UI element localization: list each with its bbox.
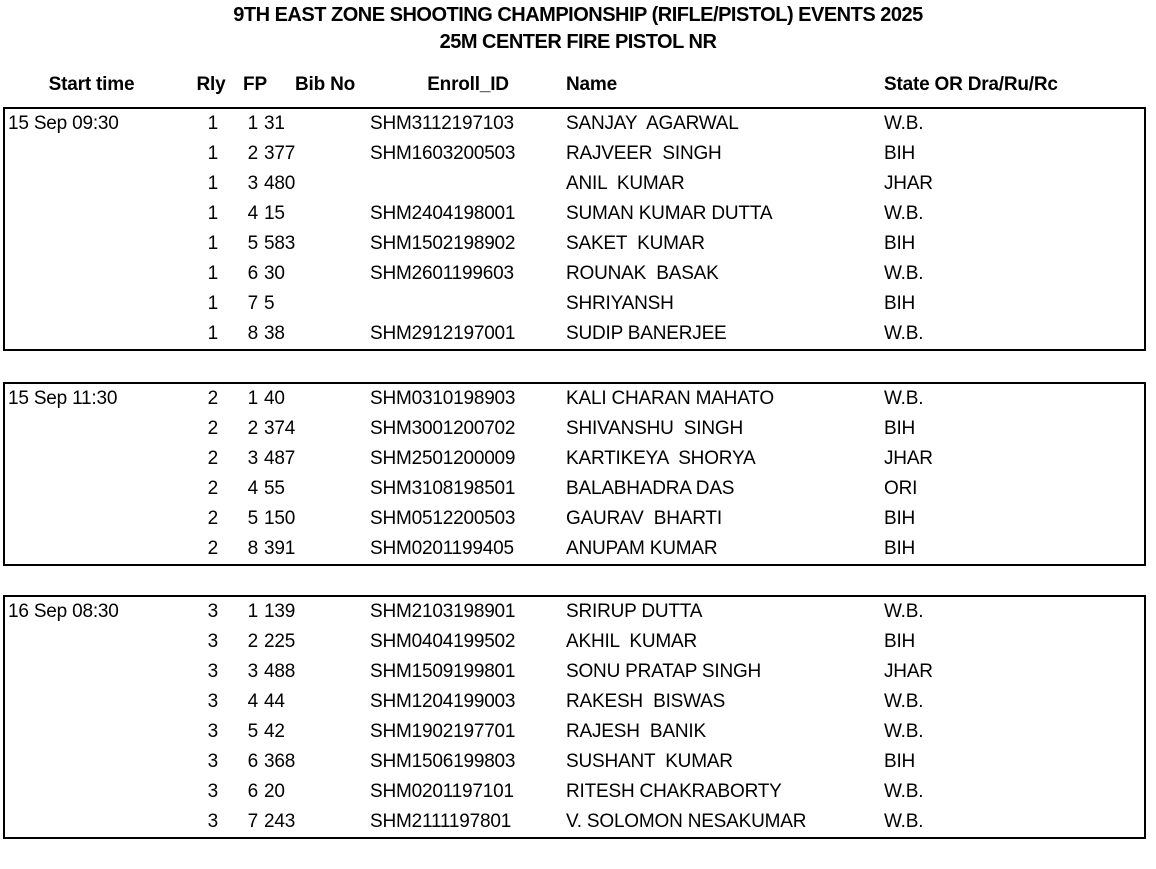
- state-cell: W.B.: [884, 388, 924, 409]
- enroll-id-cell: SHM1502198902: [370, 233, 516, 254]
- start-time-cell: 15 Sep 09:30: [8, 113, 119, 134]
- table-row: [5, 597, 1144, 627]
- enroll-id-cell: SHM3108198501: [370, 478, 516, 499]
- fp-cell: 6: [247, 751, 258, 772]
- bib-cell: 150: [264, 508, 296, 529]
- relay-cell: 1: [207, 203, 218, 224]
- enroll-id-cell: SHM0404199502: [370, 631, 516, 652]
- relay-cell: 1: [207, 263, 218, 284]
- name-cell: V. SOLOMON NESAKUMAR: [566, 811, 807, 832]
- state-cell: ORI: [884, 478, 918, 499]
- fp-cell: 1: [247, 601, 258, 622]
- name-cell: GAURAV BHARTI: [566, 508, 722, 529]
- bib-cell: 225: [264, 631, 296, 652]
- column-header-state: State OR Dra/Ru/Rc: [884, 74, 1058, 95]
- name-cell: SHRIYANSH: [566, 293, 674, 314]
- name-cell: SONU PRATAP SINGH: [566, 661, 762, 682]
- enroll-id-cell: SHM2601199603: [370, 263, 514, 284]
- relay-block-3: [3, 595, 1146, 839]
- fp-cell: 4: [247, 478, 258, 499]
- state-cell: JHAR: [884, 173, 933, 194]
- bib-cell: 480: [264, 173, 296, 194]
- enroll-id-cell: SHM2912197001: [370, 323, 516, 344]
- fp-cell: 4: [247, 203, 258, 224]
- state-cell: W.B.: [884, 811, 924, 832]
- relay-cell: 3: [207, 631, 218, 652]
- table-row: [5, 504, 1144, 534]
- table-row: [5, 229, 1144, 259]
- table-row: [5, 747, 1144, 777]
- enroll-id-cell: SHM0201197101: [370, 781, 514, 802]
- state-cell: W.B.: [884, 113, 924, 134]
- state-cell: BIH: [884, 631, 916, 652]
- bib-cell: 15: [264, 203, 285, 224]
- fp-cell: 6: [247, 781, 258, 802]
- enroll-id-cell: SHM0310198903: [370, 388, 516, 409]
- bib-cell: 38: [264, 323, 285, 344]
- state-cell: W.B.: [884, 691, 924, 712]
- bib-cell: 40: [264, 388, 285, 409]
- name-cell: SRIRUP DUTTA: [566, 601, 703, 622]
- fp-cell: 5: [247, 508, 258, 529]
- relay-cell: 3: [207, 811, 218, 832]
- name-cell: SANJAY AGARWAL: [566, 113, 739, 134]
- table-row: [5, 687, 1144, 717]
- state-cell: BIH: [884, 293, 916, 314]
- table-row: [5, 414, 1144, 444]
- document-title: 9TH EAST ZONE SHOOTING CHAMPIONSHIP (RIFLE/PISTOL) EVENTS 2025: [233, 4, 923, 26]
- enroll-id-cell: SHM1204199003: [370, 691, 516, 712]
- state-cell: W.B.: [884, 601, 924, 622]
- relay-cell: 3: [207, 721, 218, 742]
- fp-cell: 8: [247, 323, 258, 344]
- relay-cell: 3: [207, 601, 218, 622]
- start-time-cell: 15 Sep 11:30: [8, 388, 118, 409]
- column-header-bib-no: Bib No: [294, 74, 355, 95]
- relay-cell: 1: [207, 293, 218, 314]
- fp-cell: 8: [247, 538, 258, 559]
- table-row: [5, 319, 1144, 349]
- fp-cell: 7: [247, 811, 258, 832]
- relay-cell: 2: [207, 508, 218, 529]
- fp-cell: 5: [247, 721, 258, 742]
- name-cell: KARTIKEYA SHORYA: [566, 448, 756, 469]
- state-cell: W.B.: [884, 263, 924, 284]
- name-cell: ANIL KUMAR: [566, 173, 685, 194]
- relay-cell: 1: [207, 173, 218, 194]
- table-row: [5, 717, 1144, 747]
- state-cell: BIH: [884, 751, 916, 772]
- enroll-id-cell: SHM2111197801: [370, 811, 512, 832]
- bib-cell: 20: [264, 781, 285, 802]
- state-cell: W.B.: [884, 781, 924, 802]
- enroll-id-cell: SHM3001200702: [370, 418, 516, 439]
- fp-cell: 2: [247, 143, 258, 164]
- fp-cell: 7: [247, 293, 258, 314]
- fp-cell: 5: [247, 233, 258, 254]
- table-row: [5, 169, 1144, 199]
- enroll-id-cell: SHM2103198901: [370, 601, 516, 622]
- bib-cell: 55: [264, 478, 285, 499]
- relay-cell: 3: [207, 781, 218, 802]
- enroll-id-cell: SHM2501200009: [370, 448, 516, 469]
- state-cell: BIH: [884, 143, 916, 164]
- table-row: [5, 657, 1144, 687]
- table-row: [5, 109, 1144, 139]
- column-header-rly: Rly: [196, 74, 226, 95]
- relay-cell: 2: [207, 538, 218, 559]
- relay-cell: 3: [207, 751, 218, 772]
- state-cell: JHAR: [884, 448, 933, 469]
- table-row: [5, 199, 1144, 229]
- fp-cell: 2: [247, 631, 258, 652]
- table-row: [5, 384, 1144, 414]
- table-row: [5, 807, 1144, 837]
- relay-cell: 1: [207, 233, 218, 254]
- fp-cell: 3: [247, 448, 258, 469]
- fp-cell: 6: [247, 263, 258, 284]
- bib-cell: 139: [264, 601, 296, 622]
- state-cell: JHAR: [884, 661, 933, 682]
- name-cell: SUSHANT KUMAR: [566, 751, 733, 772]
- column-header-start-time: Start time: [48, 74, 135, 95]
- state-cell: W.B.: [884, 721, 924, 742]
- relay-block-1: [3, 107, 1146, 351]
- fp-cell: 1: [247, 113, 258, 134]
- name-cell: SUMAN KUMAR DUTTA: [566, 203, 773, 224]
- table-row: [5, 474, 1144, 504]
- column-header-enroll-id: Enroll_ID: [427, 74, 509, 95]
- state-cell: BIH: [884, 418, 916, 439]
- bib-cell: 391: [264, 538, 296, 559]
- enroll-id-cell: SHM1509199801: [370, 661, 516, 682]
- bib-cell: 487: [264, 448, 296, 469]
- table-row: [5, 289, 1144, 319]
- state-cell: W.B.: [884, 323, 924, 344]
- name-cell: SAKET KUMAR: [566, 233, 705, 254]
- fp-cell: 2: [247, 418, 258, 439]
- start-time-cell: 16 Sep 08:30: [8, 601, 119, 622]
- relay-cell: 2: [207, 448, 218, 469]
- bib-cell: 488: [264, 661, 296, 682]
- name-cell: RAJESH BANIK: [566, 721, 706, 742]
- name-cell: RAJVEER SINGH: [566, 143, 722, 164]
- table-row: [5, 444, 1144, 474]
- bib-cell: 44: [264, 691, 285, 712]
- name-cell: AKHIL KUMAR: [566, 631, 697, 652]
- relay-cell: 2: [207, 388, 218, 409]
- document-subtitle: 25M CENTER FIRE PISTOL NR: [439, 31, 717, 53]
- enroll-id-cell: SHM1603200503: [370, 143, 516, 164]
- name-cell: ANUPAM KUMAR: [566, 538, 718, 559]
- table-row: [5, 139, 1144, 169]
- state-cell: W.B.: [884, 203, 924, 224]
- enroll-id-cell: SHM3112197103: [370, 113, 514, 134]
- fp-cell: 4: [247, 691, 258, 712]
- enroll-id-cell: SHM0512200503: [370, 508, 516, 529]
- name-cell: SUDIP BANERJEE: [566, 323, 727, 344]
- table-row: [5, 534, 1144, 564]
- name-cell: SHIVANSHU SINGH: [566, 418, 743, 439]
- relay-cell: 3: [207, 661, 218, 682]
- fp-cell: 1: [247, 388, 258, 409]
- name-cell: BALABHADRA DAS: [566, 478, 735, 499]
- name-cell: RITESH CHAKRABORTY: [566, 781, 782, 802]
- enroll-id-cell: SHM1506199803: [370, 751, 516, 772]
- fp-cell: 3: [247, 173, 258, 194]
- state-cell: BIH: [884, 233, 916, 254]
- name-cell: RAKESH BISWAS: [566, 691, 726, 712]
- table-row: [5, 777, 1144, 807]
- relay-cell: 1: [207, 113, 218, 134]
- relay-cell: 2: [207, 478, 218, 499]
- bib-cell: 374: [264, 418, 296, 439]
- table-row: [5, 627, 1144, 657]
- bib-cell: 30: [264, 263, 285, 284]
- bib-cell: 5: [264, 293, 275, 314]
- bib-cell: 243: [264, 811, 296, 832]
- state-cell: BIH: [884, 538, 916, 559]
- column-header-fp: FP: [243, 74, 267, 95]
- relay-cell: 3: [207, 691, 218, 712]
- bib-cell: 583: [264, 233, 296, 254]
- state-cell: BIH: [884, 508, 916, 529]
- enroll-id-cell: SHM1902197701: [370, 721, 516, 742]
- fp-cell: 3: [247, 661, 258, 682]
- bib-cell: 42: [264, 721, 285, 742]
- bib-cell: 31: [264, 113, 285, 134]
- column-header-name: Name: [566, 74, 617, 95]
- name-cell: KALI CHARAN MAHATO: [566, 388, 774, 409]
- relay-cell: 1: [207, 143, 218, 164]
- table-row: [5, 259, 1144, 289]
- relay-cell: 1: [207, 323, 218, 344]
- bib-cell: 377: [264, 143, 296, 164]
- relay-cell: 2: [207, 418, 218, 439]
- enroll-id-cell: SHM0201199405: [370, 538, 514, 559]
- enroll-id-cell: SHM2404198001: [370, 203, 516, 224]
- bib-cell: 368: [264, 751, 296, 772]
- table-header: [0, 74, 1156, 100]
- relay-block-2: [3, 382, 1146, 566]
- name-cell: ROUNAK BASAK: [566, 263, 719, 284]
